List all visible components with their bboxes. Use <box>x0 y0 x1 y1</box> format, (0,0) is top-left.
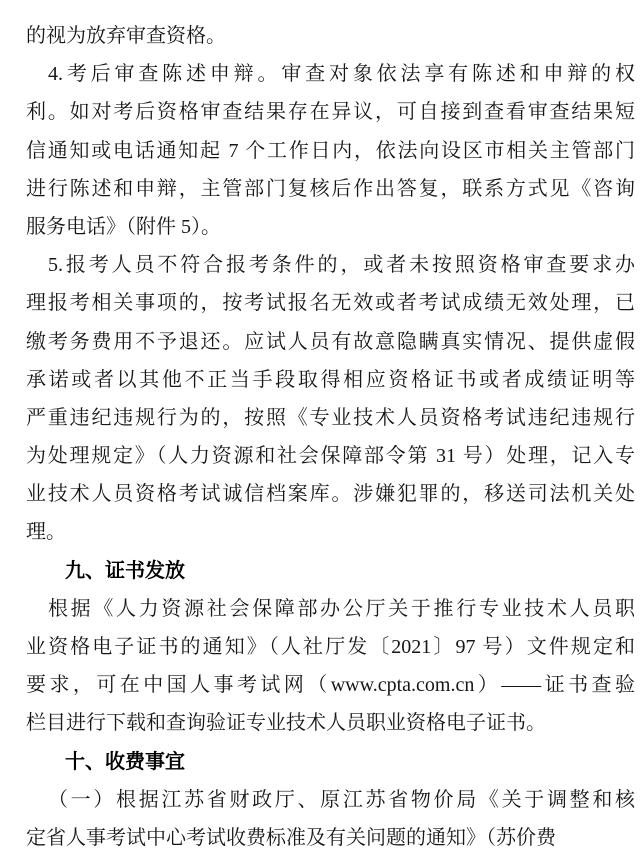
text-line: 业技术人员资格考试诚信档案库。涉嫌犯罪的，移送司法机关处 <box>26 483 635 506</box>
text-line: 栏目进行下载和查询验证专业技术人员职业资格电子证书。 <box>26 712 546 735</box>
text-line: 理。 <box>26 521 66 544</box>
text-line: 根据《人力资源社会保障部办公厅关于推行专业技术人员职 <box>48 597 635 620</box>
section-heading: 九、证书发放 <box>65 559 185 582</box>
section-heading: 十、收费事宜 <box>65 750 185 773</box>
text-line: （一）根据江苏省财政厅、原江苏省物价局《关于调整和核 <box>48 788 635 811</box>
text-line: 缴考务费用不予退还。应试人员有故意隐瞒真实情况、提供虚假 <box>26 330 635 353</box>
text-line: 理报考相关事项的，按考试报名无效或者考试成绩无效处理，已 <box>26 292 635 315</box>
text-line: 定省人事考试中心考试收费标准及有关问题的通知》（苏价费 <box>26 826 556 849</box>
text-line: 的视为放弃审查资格。 <box>26 25 226 47</box>
text-line: 5.报考人员不符合报考条件的，或者未按照资格审查要求办 <box>48 254 635 277</box>
text-line: 服务电话》（附件 5）。 <box>26 215 221 238</box>
text-line: 4.考后审查陈述申辩。审查对象依法享有陈述和申辩的权 <box>48 63 635 86</box>
document-body <box>26 17 635 857</box>
text-line: 为处理规定》（人力资源和社会保障部令第 31 号）处理，记入专 <box>26 445 635 468</box>
text-line: 进行陈述和申辩，主管部门复核后作出答复，联系方式见《咨询 <box>26 177 635 200</box>
text-line: 利。如对考后资格审查结果存在异议，可自接到查看审查结果短 <box>26 101 635 124</box>
text-line: 信通知或电话通知起 7 个工作日内，依法向设区市相关主管部门 <box>26 139 635 162</box>
text-line: 严重违纪违规行为的，按照《专业技术人员资格考试违纪违规行 <box>26 406 635 429</box>
text-line: 业资格电子证书的通知》（人社厅发〔2021〕97 号）文件规定和 <box>26 636 635 658</box>
text-line: 要求，可在中国人事考试网（www.cpta.com.cn）——证书查验 <box>26 674 635 697</box>
text-line: 承诺或者以其他不正当手段取得相应资格证书或者成绩证明等 <box>26 368 635 391</box>
